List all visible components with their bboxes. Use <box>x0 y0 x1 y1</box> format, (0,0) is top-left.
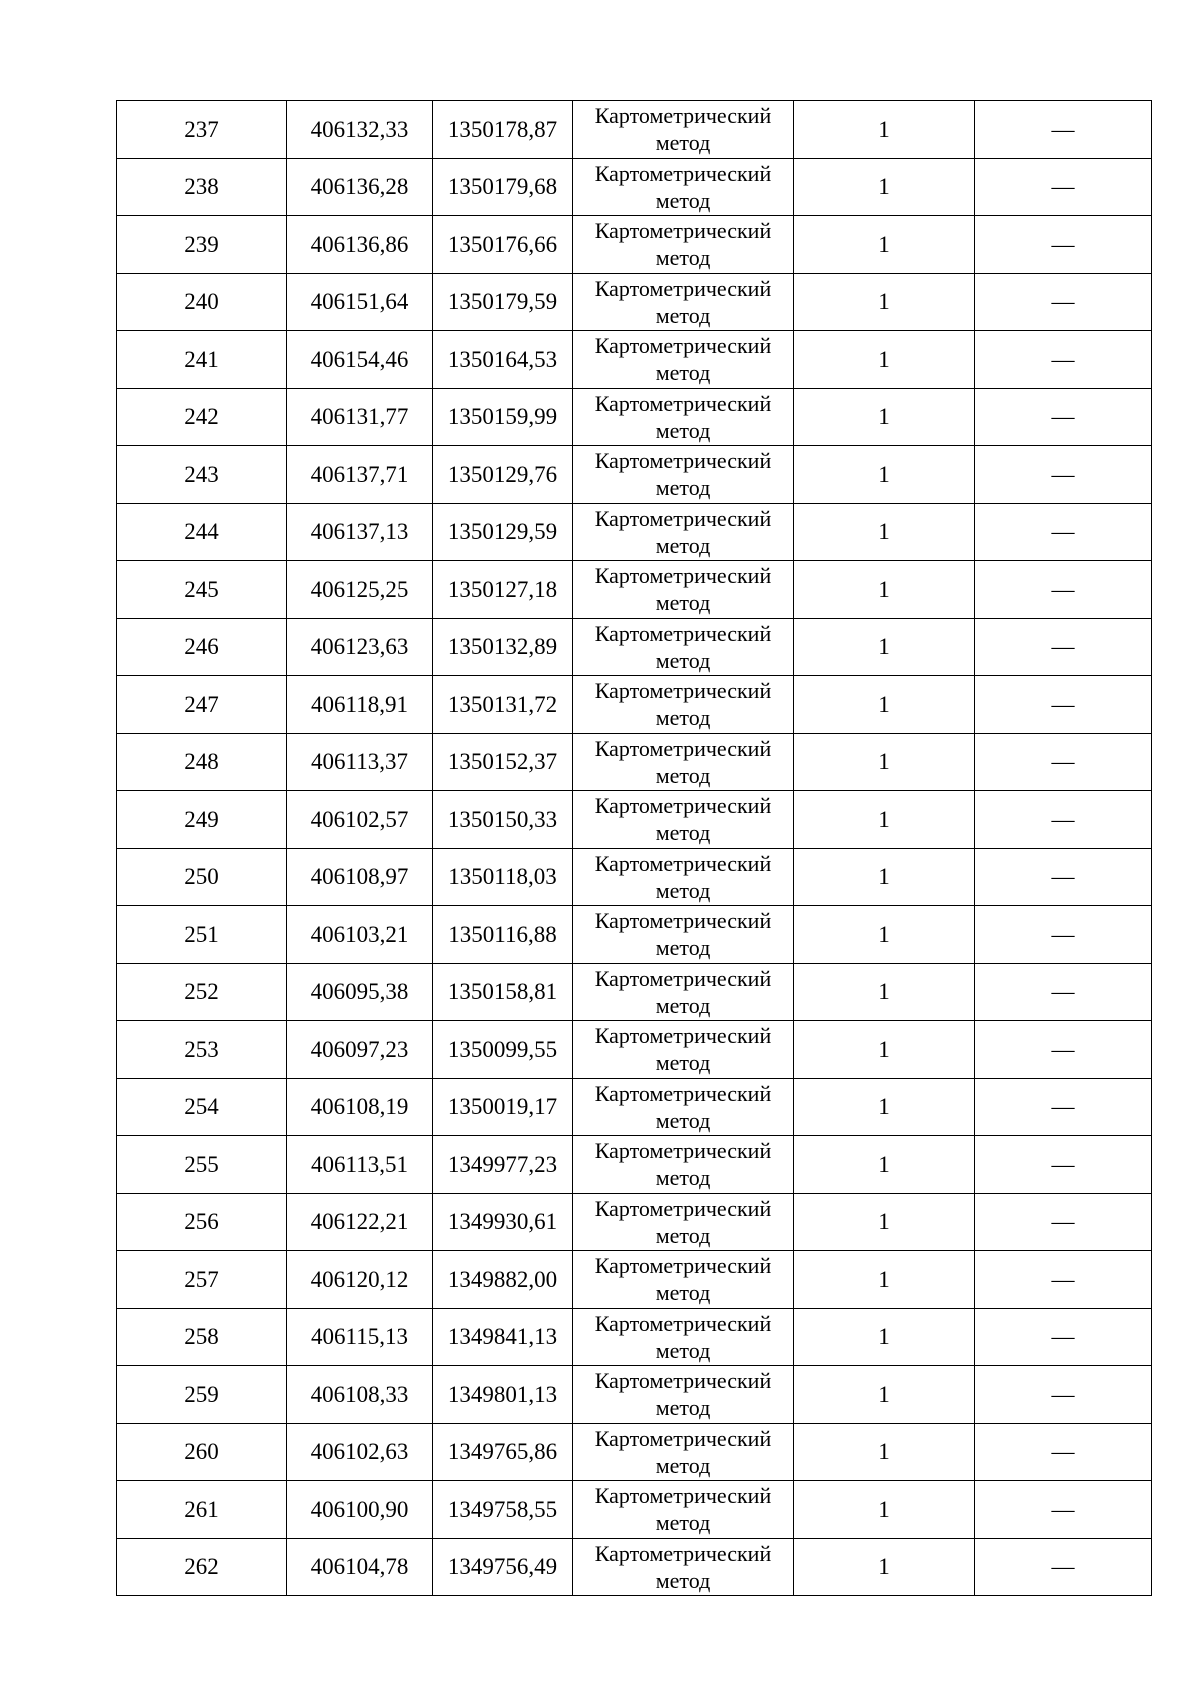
method-line-2: метод <box>655 245 711 270</box>
precision-cell: 1 <box>794 1308 975 1366</box>
y-coordinate-cell: 1350127,18 <box>433 561 573 619</box>
table-row <box>117 1136 1152 1194</box>
x-coordinate-cell: 406097,23 <box>287 1021 433 1079</box>
method-cell <box>573 101 794 159</box>
table-row <box>117 1251 1152 1309</box>
method-line-2: метод <box>655 1165 711 1190</box>
method-cell <box>573 1481 794 1539</box>
method-line-2: метод <box>655 590 711 615</box>
table-row <box>117 906 1152 964</box>
table-row <box>117 1538 1152 1596</box>
point-number-cell: 242 <box>117 388 287 446</box>
method-line-1: Картометрический <box>594 390 772 416</box>
y-coordinate-cell: 1350179,68 <box>433 158 573 216</box>
precision-cell: 1 <box>794 1251 975 1309</box>
method-line-2: метод <box>655 360 711 385</box>
y-coordinate-cell: 1350099,55 <box>433 1021 573 1079</box>
precision-cell: 1 <box>794 561 975 619</box>
method-line-1: Картометрический <box>594 563 772 588</box>
method-line-1: Картометрический <box>594 908 772 933</box>
method-cell <box>573 1538 794 1596</box>
method-line-1: Картометрический <box>594 333 772 358</box>
method-line-1: Картометрический <box>594 218 772 243</box>
method-cell <box>573 1423 794 1481</box>
point-number-cell: 254 <box>117 1078 287 1136</box>
x-coordinate-cell: 406113,51 <box>287 1136 433 1194</box>
point-number-cell: 240 <box>117 273 287 331</box>
x-coordinate-cell: 406113,37 <box>287 733 433 791</box>
point-number-cell: 259 <box>117 1366 287 1424</box>
method-line-2: метод <box>655 1510 711 1535</box>
method-cell <box>573 216 794 274</box>
point-number-cell: 246 <box>117 618 287 676</box>
precision-cell: 1 <box>794 1366 975 1424</box>
y-coordinate-cell: 1350116,88 <box>433 906 573 964</box>
extra-cell: — <box>975 1078 1152 1136</box>
method-cell <box>573 1021 794 1079</box>
point-number-cell: 248 <box>117 733 287 791</box>
y-coordinate-cell: 1350129,59 <box>433 503 573 561</box>
table-row <box>117 1308 1152 1366</box>
method-line-2: метод <box>655 877 711 903</box>
method-cell <box>573 158 794 216</box>
extra-cell: — <box>975 1251 1152 1309</box>
method-line-2: метод <box>655 992 711 1018</box>
table-row <box>117 1423 1152 1481</box>
method-line-2: метод <box>655 475 711 500</box>
precision-cell: 1 <box>794 216 975 274</box>
precision-cell: 1 <box>794 101 975 159</box>
x-coordinate-cell: 406108,97 <box>287 848 433 906</box>
table-row <box>117 963 1152 1021</box>
extra-cell: — <box>975 791 1152 849</box>
x-coordinate-cell: 406118,91 <box>287 676 433 734</box>
x-coordinate-cell: 406125,25 <box>287 561 433 619</box>
method-cell <box>573 1308 794 1366</box>
table-row <box>117 331 1152 389</box>
method-cell <box>573 1251 794 1309</box>
extra-cell: — <box>975 216 1152 274</box>
point-number-cell: 250 <box>117 848 287 906</box>
x-coordinate-cell: 406151,64 <box>287 273 433 331</box>
method-line-2: метод <box>655 1395 711 1420</box>
method-cell <box>573 446 794 504</box>
table-row <box>117 733 1152 791</box>
method-cell <box>573 733 794 791</box>
x-coordinate-cell: 406136,28 <box>287 158 433 216</box>
method-line-2: метод <box>655 1280 711 1305</box>
precision-cell: 1 <box>794 1481 975 1539</box>
y-coordinate-cell: 1349756,49 <box>433 1538 573 1596</box>
x-coordinate-cell: 406122,21 <box>287 1193 433 1251</box>
method-line-1: Картометрический <box>594 678 772 703</box>
y-coordinate-cell: 1350150,33 <box>433 791 573 849</box>
precision-cell: 1 <box>794 1021 975 1079</box>
method-line-1: Картометрический <box>594 1540 772 1566</box>
y-coordinate-cell: 1349930,61 <box>433 1193 573 1251</box>
table-row <box>117 158 1152 216</box>
extra-cell: — <box>975 446 1152 504</box>
table-row <box>117 1366 1152 1424</box>
x-coordinate-cell: 406154,46 <box>287 331 433 389</box>
method-line-1: Картометрический <box>594 275 772 301</box>
y-coordinate-cell: 1350118,03 <box>433 848 573 906</box>
point-number-cell: 237 <box>117 101 287 159</box>
y-coordinate-cell: 1350164,53 <box>433 331 573 389</box>
method-line-1: Картометрический <box>594 1195 772 1221</box>
y-coordinate-cell: 1349882,00 <box>433 1251 573 1309</box>
table-row <box>117 1481 1152 1539</box>
method-cell <box>573 331 794 389</box>
method-line-2: метод <box>655 1452 711 1478</box>
method-line-1: Картометрический <box>594 1310 772 1336</box>
y-coordinate-cell: 1350131,72 <box>433 676 573 734</box>
y-coordinate-cell: 1350178,87 <box>433 101 573 159</box>
precision-cell: 1 <box>794 963 975 1021</box>
method-line-1: Картометрический <box>594 1253 772 1278</box>
method-line-2: метод <box>655 302 711 328</box>
method-line-1: Картометрический <box>594 1425 772 1451</box>
table-row <box>117 503 1152 561</box>
table-row <box>117 273 1152 331</box>
precision-cell: 1 <box>794 1423 975 1481</box>
method-line-2: метод <box>655 532 711 558</box>
point-number-cell: 262 <box>117 1538 287 1596</box>
method-line-2: метод <box>655 1107 711 1133</box>
extra-cell: — <box>975 388 1152 446</box>
extra-cell: — <box>975 1481 1152 1539</box>
point-number-cell: 239 <box>117 216 287 274</box>
y-coordinate-cell: 1350132,89 <box>433 618 573 676</box>
method-cell <box>573 676 794 734</box>
point-number-cell: 251 <box>117 906 287 964</box>
precision-cell: 1 <box>794 733 975 791</box>
method-cell <box>573 906 794 964</box>
precision-cell: 1 <box>794 618 975 676</box>
point-number-cell: 257 <box>117 1251 287 1309</box>
method-line-2: метод <box>655 130 711 155</box>
method-cell <box>573 503 794 561</box>
extra-cell: — <box>975 1308 1152 1366</box>
method-line-1: Картометрический <box>594 103 772 128</box>
precision-cell: 1 <box>794 848 975 906</box>
method-cell <box>573 618 794 676</box>
point-number-cell: 253 <box>117 1021 287 1079</box>
method-cell <box>573 848 794 906</box>
method-line-2: метод <box>655 820 711 845</box>
table-row <box>117 561 1152 619</box>
x-coordinate-cell: 406137,13 <box>287 503 433 561</box>
method-line-1: Картометрический <box>594 505 772 531</box>
precision-cell: 1 <box>794 676 975 734</box>
precision-cell: 1 <box>794 158 975 216</box>
point-number-cell: 244 <box>117 503 287 561</box>
method-line-2: метод <box>655 762 711 788</box>
table-row <box>117 216 1152 274</box>
method-line-1: Картометрический <box>594 1138 772 1163</box>
point-number-cell: 238 <box>117 158 287 216</box>
x-coordinate-cell: 406100,90 <box>287 1481 433 1539</box>
table-row <box>117 1193 1152 1251</box>
method-cell <box>573 273 794 331</box>
x-coordinate-cell: 406115,13 <box>287 1308 433 1366</box>
extra-cell: — <box>975 503 1152 561</box>
table-row <box>117 446 1152 504</box>
table-row <box>117 676 1152 734</box>
method-cell <box>573 1193 794 1251</box>
y-coordinate-cell: 1350159,99 <box>433 388 573 446</box>
extra-cell: — <box>975 561 1152 619</box>
table-row <box>117 848 1152 906</box>
extra-cell: — <box>975 1423 1152 1481</box>
method-line-2: метод <box>655 417 711 443</box>
extra-cell: — <box>975 733 1152 791</box>
precision-cell: 1 <box>794 273 975 331</box>
precision-cell: 1 <box>794 1193 975 1251</box>
x-coordinate-cell: 406123,63 <box>287 618 433 676</box>
y-coordinate-cell: 1349841,13 <box>433 1308 573 1366</box>
precision-cell: 1 <box>794 791 975 849</box>
method-line-2: метод <box>655 705 711 730</box>
point-number-cell: 258 <box>117 1308 287 1366</box>
method-cell <box>573 1078 794 1136</box>
table-row <box>117 1021 1152 1079</box>
y-coordinate-cell: 1349801,13 <box>433 1366 573 1424</box>
point-number-cell: 245 <box>117 561 287 619</box>
point-number-cell: 241 <box>117 331 287 389</box>
method-line-1: Картометрический <box>594 1080 772 1106</box>
precision-cell: 1 <box>794 503 975 561</box>
y-coordinate-cell: 1350152,37 <box>433 733 573 791</box>
extra-cell: — <box>975 1193 1152 1251</box>
x-coordinate-cell: 406095,38 <box>287 963 433 1021</box>
precision-cell: 1 <box>794 331 975 389</box>
point-number-cell: 252 <box>117 963 287 1021</box>
y-coordinate-cell: 1350129,76 <box>433 446 573 504</box>
method-line-2: метод <box>655 647 711 673</box>
method-cell <box>573 1366 794 1424</box>
method-line-1: Картометрический <box>594 1023 772 1048</box>
coordinates-table <box>116 100 1152 1596</box>
extra-cell: — <box>975 676 1152 734</box>
point-number-cell: 247 <box>117 676 287 734</box>
precision-cell: 1 <box>794 1538 975 1596</box>
x-coordinate-cell: 406108,33 <box>287 1366 433 1424</box>
precision-cell: 1 <box>794 446 975 504</box>
method-line-2: метод <box>655 1337 711 1363</box>
table-row <box>117 388 1152 446</box>
table-body <box>117 101 1152 1596</box>
extra-cell: — <box>975 1366 1152 1424</box>
x-coordinate-cell: 406102,63 <box>287 1423 433 1481</box>
table-row <box>117 1078 1152 1136</box>
x-coordinate-cell: 406137,71 <box>287 446 433 504</box>
x-coordinate-cell: 406132,33 <box>287 101 433 159</box>
y-coordinate-cell: 1349758,55 <box>433 1481 573 1539</box>
table-row <box>117 618 1152 676</box>
document-page <box>116 100 1151 1596</box>
method-line-2: метод <box>655 1567 711 1593</box>
method-line-1: Картометрический <box>594 1483 772 1508</box>
x-coordinate-cell: 406102,57 <box>287 791 433 849</box>
extra-cell: — <box>975 1136 1152 1194</box>
method-line-2: метод <box>655 1222 711 1248</box>
x-coordinate-cell: 406136,86 <box>287 216 433 274</box>
table-row <box>117 791 1152 849</box>
x-coordinate-cell: 406120,12 <box>287 1251 433 1309</box>
method-line-2: метод <box>655 935 711 960</box>
point-number-cell: 260 <box>117 1423 287 1481</box>
extra-cell: — <box>975 848 1152 906</box>
method-line-1: Картометрический <box>594 735 772 761</box>
precision-cell: 1 <box>794 388 975 446</box>
method-line-1: Картометрический <box>594 965 772 991</box>
method-line-2: метод <box>655 187 711 213</box>
method-line-2: метод <box>655 1050 711 1075</box>
x-coordinate-cell: 406131,77 <box>287 388 433 446</box>
x-coordinate-cell: 406108,19 <box>287 1078 433 1136</box>
extra-cell: — <box>975 963 1152 1021</box>
x-coordinate-cell: 406103,21 <box>287 906 433 964</box>
precision-cell: 1 <box>794 1078 975 1136</box>
y-coordinate-cell: 1349765,86 <box>433 1423 573 1481</box>
table-row <box>117 101 1152 159</box>
extra-cell: — <box>975 1021 1152 1079</box>
point-number-cell: 261 <box>117 1481 287 1539</box>
method-cell <box>573 388 794 446</box>
y-coordinate-cell: 1350019,17 <box>433 1078 573 1136</box>
extra-cell: — <box>975 158 1152 216</box>
method-line-1: Картометрический <box>594 620 772 646</box>
point-number-cell: 249 <box>117 791 287 849</box>
method-cell <box>573 791 794 849</box>
extra-cell: — <box>975 906 1152 964</box>
precision-cell: 1 <box>794 906 975 964</box>
extra-cell: — <box>975 618 1152 676</box>
method-cell <box>573 963 794 1021</box>
point-number-cell: 243 <box>117 446 287 504</box>
y-coordinate-cell: 1349977,23 <box>433 1136 573 1194</box>
point-number-cell: 256 <box>117 1193 287 1251</box>
point-number-cell: 255 <box>117 1136 287 1194</box>
extra-cell: — <box>975 273 1152 331</box>
y-coordinate-cell: 1350158,81 <box>433 963 573 1021</box>
x-coordinate-cell: 406104,78 <box>287 1538 433 1596</box>
precision-cell: 1 <box>794 1136 975 1194</box>
extra-cell: — <box>975 1538 1152 1596</box>
method-line-1: Картометрический <box>594 793 772 818</box>
method-line-1: Картометрический <box>594 160 772 186</box>
y-coordinate-cell: 1350176,66 <box>433 216 573 274</box>
method-line-1: Картометрический <box>594 1368 772 1393</box>
method-line-1: Картометрический <box>594 850 772 876</box>
y-coordinate-cell: 1350179,59 <box>433 273 573 331</box>
extra-cell: — <box>975 331 1152 389</box>
method-line-1: Картометрический <box>594 448 772 473</box>
extra-cell: — <box>975 101 1152 159</box>
method-cell <box>573 1136 794 1194</box>
method-cell <box>573 561 794 619</box>
